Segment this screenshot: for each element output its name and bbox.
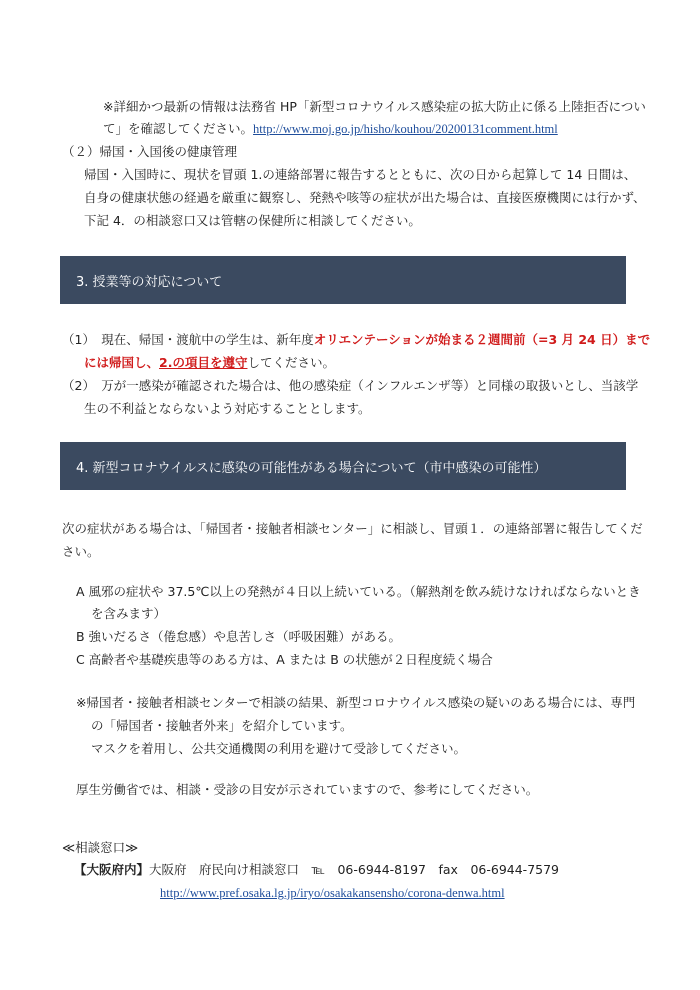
section3-item1-line1 bbox=[62, 331, 650, 349]
health-line-2: 自身の健康状態の経過を厳重に観察し、発熱や咳等の症状が出た場合は、直接医療機関には行かず、 bbox=[84, 190, 646, 205]
item1-red-underlined: 2.の項目を遵守 bbox=[159, 355, 248, 370]
section3-item2-line1: （2） 万が一感染が確認された場合は、他の感染症（インフルエンザ等）と同様の取扱いとし、当該学 bbox=[62, 378, 639, 393]
contact-details: 大阪府 府民向け相談窓口 ℡ 06-6944-8197 fax 06-6944-7579 bbox=[149, 862, 560, 877]
symptom-c: C 高齢者や基礎疾患等のある方は、A または B の状態が２日程度続く場合 bbox=[76, 652, 493, 667]
contact-url-row bbox=[160, 884, 505, 902]
center-note-line2: の「帰国者・接触者外来」を紹介しています。 bbox=[91, 718, 353, 733]
section4-intro-line2: さい。 bbox=[62, 544, 100, 559]
moj-note-line1: ※詳細かつ最新の情報は法務省 HP「新型コロナウイルス感染症の拡大防止に係る上陸拒否につい bbox=[103, 99, 646, 114]
health-line-1: 帰国・入国時に、現状を冒頭 1.の連絡部署に報告するとともに、次の日から起算して 14 日間は、 bbox=[84, 167, 637, 182]
moj-note-text: て」を確認してください。 bbox=[103, 121, 254, 136]
section4-banner bbox=[60, 442, 626, 490]
mhlw-note: 厚生労働省では、相談・受診の目安が示されていますので、参考にしてください。 bbox=[76, 782, 539, 797]
symptom-a-line2: を含みます） bbox=[91, 606, 167, 621]
contact-heading: ≪相談窓口≫ bbox=[62, 840, 139, 855]
center-note-line1: ※帰国者・接触者相談センターで相談の結果、新型コロナウイルス感染の疑いのある場合には、専門 bbox=[76, 695, 636, 710]
moj-link[interactable]: http://www.moj.go.jp/hisho/kouhou/20200131comment.html bbox=[253, 122, 558, 136]
center-note-line3: マスクを着用し、公共交通機関の利用を避けて受診してください。 bbox=[91, 741, 467, 756]
section3-item2-line2: 生の不利益とならないよう対応することとします。 bbox=[84, 401, 371, 416]
contact-line bbox=[74, 861, 559, 879]
section3-banner bbox=[60, 256, 626, 304]
item1-prefix: （1） 現在、帰国・渡航中の学生は、新年度 bbox=[62, 332, 314, 347]
section4-title: 4. 新型コロナウイルスに感染の可能性がある場合について（市中感染の可能性） bbox=[76, 460, 547, 476]
symptom-a-line1: A 風邪の症状や 37.5℃以上の発熱が４日以上続いている。（解熱剤を飲み続けなければならないとき bbox=[76, 584, 641, 599]
health-line-3: 下記 4．の相談窓口又は管轄の保健所に相談してください。 bbox=[84, 213, 421, 228]
section3-item1-line2 bbox=[84, 354, 335, 372]
section3-title: 3. 授業等の対応について bbox=[76, 274, 223, 290]
symptom-b: B 強いだるさ（倦怠感）や息苦しさ（呼吸困難）がある。 bbox=[76, 629, 402, 644]
contact-org-bracket: 【大阪府内】 bbox=[74, 862, 150, 877]
section4-intro-line1: 次の症状がある場合は、「帰国者・接触者相談センター」に相談し、冒頭１．の連絡部署に報告してくだ bbox=[62, 521, 643, 536]
item1-red-return: には帰国し、 bbox=[84, 355, 160, 370]
moj-note-line2 bbox=[103, 120, 558, 138]
item1-rest: してください。 bbox=[247, 355, 335, 370]
health-heading: （２）帰国・入国後の健康管理 bbox=[62, 144, 238, 159]
item1-red-text: オリエンテーションが始まる２週間前（=3 月 24 日）まで bbox=[313, 332, 651, 347]
osaka-link[interactable]: http://www.pref.osaka.lg.jp/iryo/osakakansensho/corona-denwa.html bbox=[160, 886, 505, 900]
